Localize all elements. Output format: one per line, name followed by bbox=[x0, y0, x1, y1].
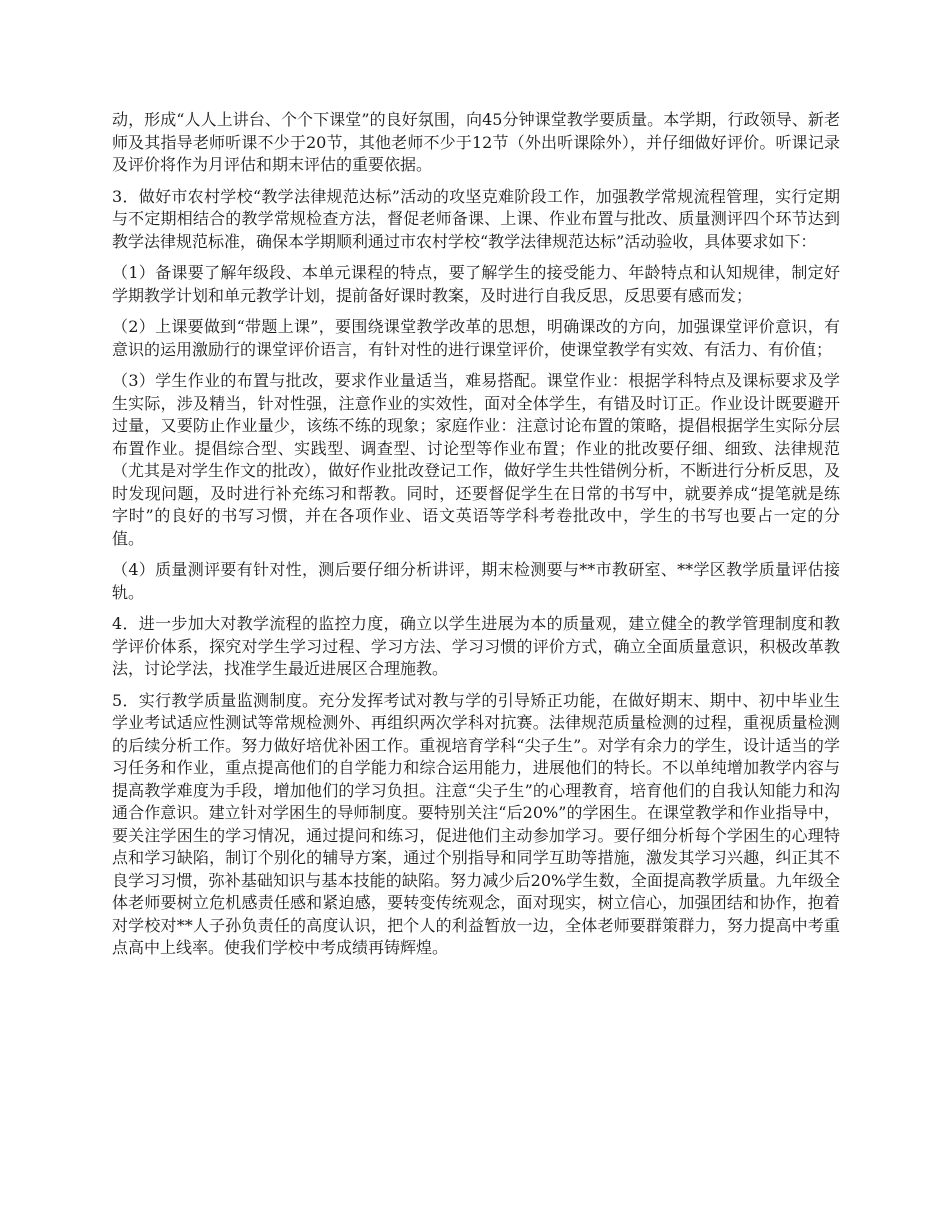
paragraph-subitem-4-assessment: （4）质量测评要有针对性，测后要仔细分析讲评，期末检测要与**市教研室、**学区教学质量评估接轨。 bbox=[112, 560, 840, 602]
document-body bbox=[112, 109, 840, 969]
paragraph-subitem-3-homework: （3）学生作业的布置与批改，要求作业量适当，难易搭配。课堂作业：根据学科特点及课标要求及学生实际，涉及精当，针对性强，注意作业的实效性，面对全体学生，有错及时订正。作业设计既要避开过量，又要防止作业量少，该练不练的现象；家庭作业：注意讨论布置的策略，提倡根据学生实际分层布置作业。提倡综合型、实践型、调查型、讨论型等作业布置；作业的批改要仔细、细致、法律规范（尤其是对学生作文的批改），做好作业批改登记工作，做好学生共性错例分析，不断进行分析反思，及时发现问题，及时进行补充练习和帮教。同时，还要督促学生在日常的书写中，就要养成“提笔就是练字时”的良好的书写习惯，并在各项作业、语文英语等学科考卷批改中，学生的书写也要占一定的分值。 bbox=[112, 371, 841, 548]
paragraph-subitem-2-teaching: （2）上课要做到“带题上课”，要围绕课堂教学改革的思想，明确课改的方向，加强课堂评价意识，有意识的运用激励行的课堂评价语言，有针对性的进行课堂评价，使课堂教学有实效、有活力、有价值； bbox=[112, 317, 840, 359]
paragraph-item-5: 5．实行教学质量监测制度。充分发挥考试对教与学的引导矫正功能，在做好期末、期中、初中毕业生学业考试适应性测试等常规检测外、再组织两次学科对抗赛。法律规范质量检测的过程，重视质量检测的后续分析工作。努力做好培优补困工作。重视培育学科“尖子生”。对学有余力的学生，设计适当的学习任务和作业，重点提高他们的自学能力和综合运用能力，进展他们的特长。不以单纯增加教学内容与提高教学难度为手段，增加他们的学习负担。注意“尖子生”的心理教育，培育他们的自我认知能力和沟通合作意识。建立针对学困生的导师制度。要特别关注“后20%”的学困生。在课堂教学和作业指导中，要关注学困生的学习情况，通过提问和练习，促进他们主动参加学习。要仔细分析每个学困生的心理特点和学习缺陷，制订个别化的辅导方案，通过个别指导和同学互助等措施，激发其学习兴趣，纠正其不良学习习惯，弥补基础知识与基本技能的缺陷。努力减少后20%学生数，全面提高教学质量。九年级全体老师要树立危机感责任感和紧迫感，要转变传统观念，面对现实，树立信心，加强团结和协作，抱着对学校对**人子孙负责任的高度认识，把个人的利益暂放一边，全体老师要群策群力，努力提高中考重点高中上线率。使我们学校中考成绩再铸辉煌。 bbox=[112, 690, 840, 957]
paragraph-subitem-1-lesson-prep: （1）备课要了解年级段、本单元课程的特点，要了解学生的接受能力、年龄特点和认知规律，制定好学期教学计划和单元教学计划，提前备好课时教案，及时进行自我反思，反思要有感而发； bbox=[112, 263, 840, 305]
paragraph-item-4: 4．进一步加大对教学流程的监控力度，确立以学生进展为本的质量观，建立健全的教学管理制度和教学评价体系，探究对学生学习过程、学习方法、学习习惯的评价方式，确立全面质量意识，积极改革教法，讨论学法，找准学生最近进展区合理施教。 bbox=[112, 614, 840, 678]
paragraph-continuation: 动，形成“人人上讲台、个个下课堂”的良好氛围，向45分钟课堂教学要质量。本学期，行政领导、新老师及其指导老师听课不少于20节，其他老师不少于12节（外出听课除外），并仔细做好评价。听课记录及评价将作为月评估和期末评估的重要依据。 bbox=[112, 110, 840, 174]
paragraph-item-3: 3．做好市农村学校“教学法律规范达标”活动的攻坚克难阶段工作，加强教学常规流程管理，实行定期与不定期相结合的教学常规检查方法，督促老师备课、上课、作业布置与批改、质量测评四个环节达到教学法律规范标准，确保本学期顺利通过市农村学校“教学法律规范达标”活动验收，具体要求如下： bbox=[112, 186, 840, 251]
